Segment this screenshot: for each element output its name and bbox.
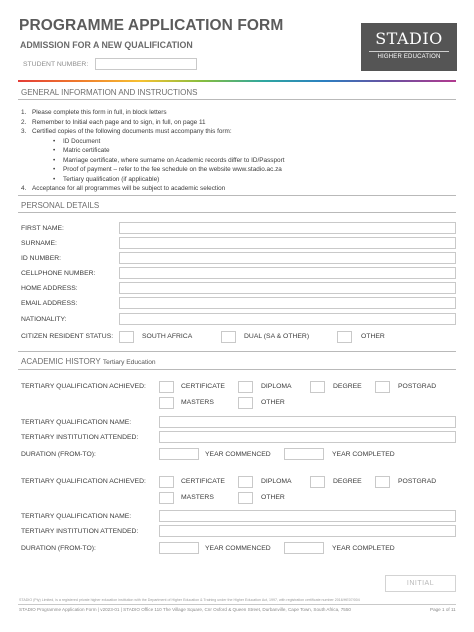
home-address-field[interactable] — [119, 282, 456, 294]
certificate-checkbox[interactable] — [159, 381, 174, 393]
option-label: POSTGRAD — [398, 478, 437, 485]
qualification-achieved-label: TERTIARY QUALIFICATION ACHIEVED: — [21, 478, 146, 485]
section-divider — [18, 99, 456, 100]
masters-checkbox[interactable] — [159, 492, 174, 504]
email-label: EMAIL ADDRESS: — [21, 300, 78, 307]
id-number-field[interactable] — [119, 252, 456, 264]
form-subtitle: ADMISSION FOR A NEW QUALIFICATION — [20, 40, 193, 50]
cellphone-field[interactable] — [119, 267, 456, 279]
degree-checkbox[interactable] — [310, 381, 325, 393]
stadio-logo — [361, 23, 457, 71]
option-label: CERTIFICATE — [181, 383, 225, 390]
option-label: DEGREE — [333, 478, 362, 485]
footer-divider — [18, 604, 456, 605]
year-completed-label: YEAR COMPLETED — [332, 545, 395, 552]
degree-checkbox[interactable] — [310, 476, 325, 488]
option-label: DEGREE — [333, 383, 362, 390]
citizen-option-label: DUAL (SA & OTHER) — [244, 333, 310, 340]
citizen-south-africa-checkbox[interactable] — [119, 331, 134, 343]
student-number-label: STUDENT NUMBER: — [23, 61, 89, 68]
student-number-field[interactable] — [95, 58, 197, 70]
option-label: OTHER — [261, 494, 285, 501]
postgrad-checkbox[interactable] — [375, 476, 390, 488]
first-name-label: FIRST NAME: — [21, 225, 64, 232]
other-checkbox[interactable] — [238, 397, 253, 409]
citizen-dual-checkbox[interactable] — [221, 331, 236, 343]
diploma-checkbox[interactable] — [238, 476, 253, 488]
option-label: MASTERS — [181, 494, 214, 501]
postgrad-checkbox[interactable] — [375, 381, 390, 393]
option-label: DIPLOMA — [261, 383, 292, 390]
option-label: DIPLOMA — [261, 478, 292, 485]
legal-notice: STADIO (Pty) Limited, is a registered private higher education institution with the Department of Higher Education & Training under the Higher Education Act, 1997, with registration certificate number 2016/HE07/004 — [19, 598, 360, 602]
logo-brand: STADIO — [375, 29, 443, 48]
citizen-option-label: SOUTH AFRICA — [142, 333, 193, 340]
section-divider — [18, 212, 456, 213]
qualification-achieved-label: TERTIARY QUALIFICATION ACHIEVED: — [21, 383, 146, 390]
institution-field[interactable] — [159, 525, 456, 537]
personal-details-heading: PERSONAL DETAILS — [21, 201, 100, 210]
duration-label: DURATION (FROM-TO): — [21, 451, 96, 458]
year-completed-field[interactable] — [284, 542, 324, 554]
form-title: PROGRAMME APPLICATION FORM — [19, 17, 284, 34]
logo-divider — [369, 51, 449, 52]
year-commenced-field[interactable] — [159, 448, 199, 460]
email-field[interactable] — [119, 297, 456, 309]
option-label: MASTERS — [181, 399, 214, 406]
year-commenced-field[interactable] — [159, 542, 199, 554]
year-commenced-label: YEAR COMMENCED — [205, 545, 271, 552]
color-band — [18, 80, 456, 82]
year-completed-field[interactable] — [284, 448, 324, 460]
home-address-label: HOME ADDRESS: — [21, 285, 78, 292]
footer-address: STADIO Programme Application Form | v2023-01 | STADIO Office 110 The Village Square, Cnr Oxford & Queen Street, Durbanville, Cape Town, South Africa, 7550 — [19, 607, 351, 612]
option-label: CERTIFICATE — [181, 478, 225, 485]
id-number-label: ID NUMBER: — [21, 255, 62, 262]
certificate-checkbox[interactable] — [159, 476, 174, 488]
citizen-status-label: CITIZEN RESIDENT STATUS: — [21, 333, 114, 340]
masters-checkbox[interactable] — [159, 397, 174, 409]
qualification-name-field[interactable] — [159, 416, 456, 428]
section-divider — [18, 195, 456, 196]
section-divider — [18, 351, 456, 352]
surname-label: SURNAME: — [21, 240, 57, 247]
nationality-label: NATIONALITY: — [21, 316, 67, 323]
logo-subtext: HIGHER EDUCATION — [377, 54, 441, 60]
citizen-option-label: OTHER — [361, 333, 385, 340]
academic-history-subheading: Tertiary Education — [102, 359, 156, 366]
cellphone-label: CELLPHONE NUMBER: — [21, 270, 96, 277]
qualification-name-label: TERTIARY QUALIFICATION NAME: — [21, 419, 132, 426]
qualification-name-field[interactable] — [159, 510, 456, 522]
duration-label: DURATION (FROM-TO): — [21, 545, 96, 552]
institution-field[interactable] — [159, 431, 456, 443]
page-number: Page 1 of 11 — [430, 607, 456, 612]
qualification-name-label: TERTIARY QUALIFICATION NAME: — [21, 513, 132, 520]
surname-field[interactable] — [119, 237, 456, 249]
other-checkbox[interactable] — [238, 492, 253, 504]
year-commenced-label: YEAR COMMENCED — [205, 451, 271, 458]
option-label: POSTGRAD — [398, 383, 437, 390]
initial-box[interactable]: INITIAL — [385, 575, 456, 592]
general-info-heading: GENERAL INFORMATION AND INSTRUCTIONS — [21, 88, 198, 97]
citizen-other-checkbox[interactable] — [337, 331, 352, 343]
institution-label: TERTIARY INSTITUTION ATTENDED: — [21, 528, 139, 535]
institution-label: TERTIARY INSTITUTION ATTENDED: — [21, 434, 139, 441]
section-divider — [18, 369, 456, 370]
first-name-field[interactable] — [119, 222, 456, 234]
nationality-field[interactable] — [119, 313, 456, 325]
year-completed-label: YEAR COMPLETED — [332, 451, 395, 458]
option-label: OTHER — [261, 399, 285, 406]
diploma-checkbox[interactable] — [238, 381, 253, 393]
academic-history-heading: ACADEMIC HISTORY Tertiary Education — [21, 357, 156, 366]
